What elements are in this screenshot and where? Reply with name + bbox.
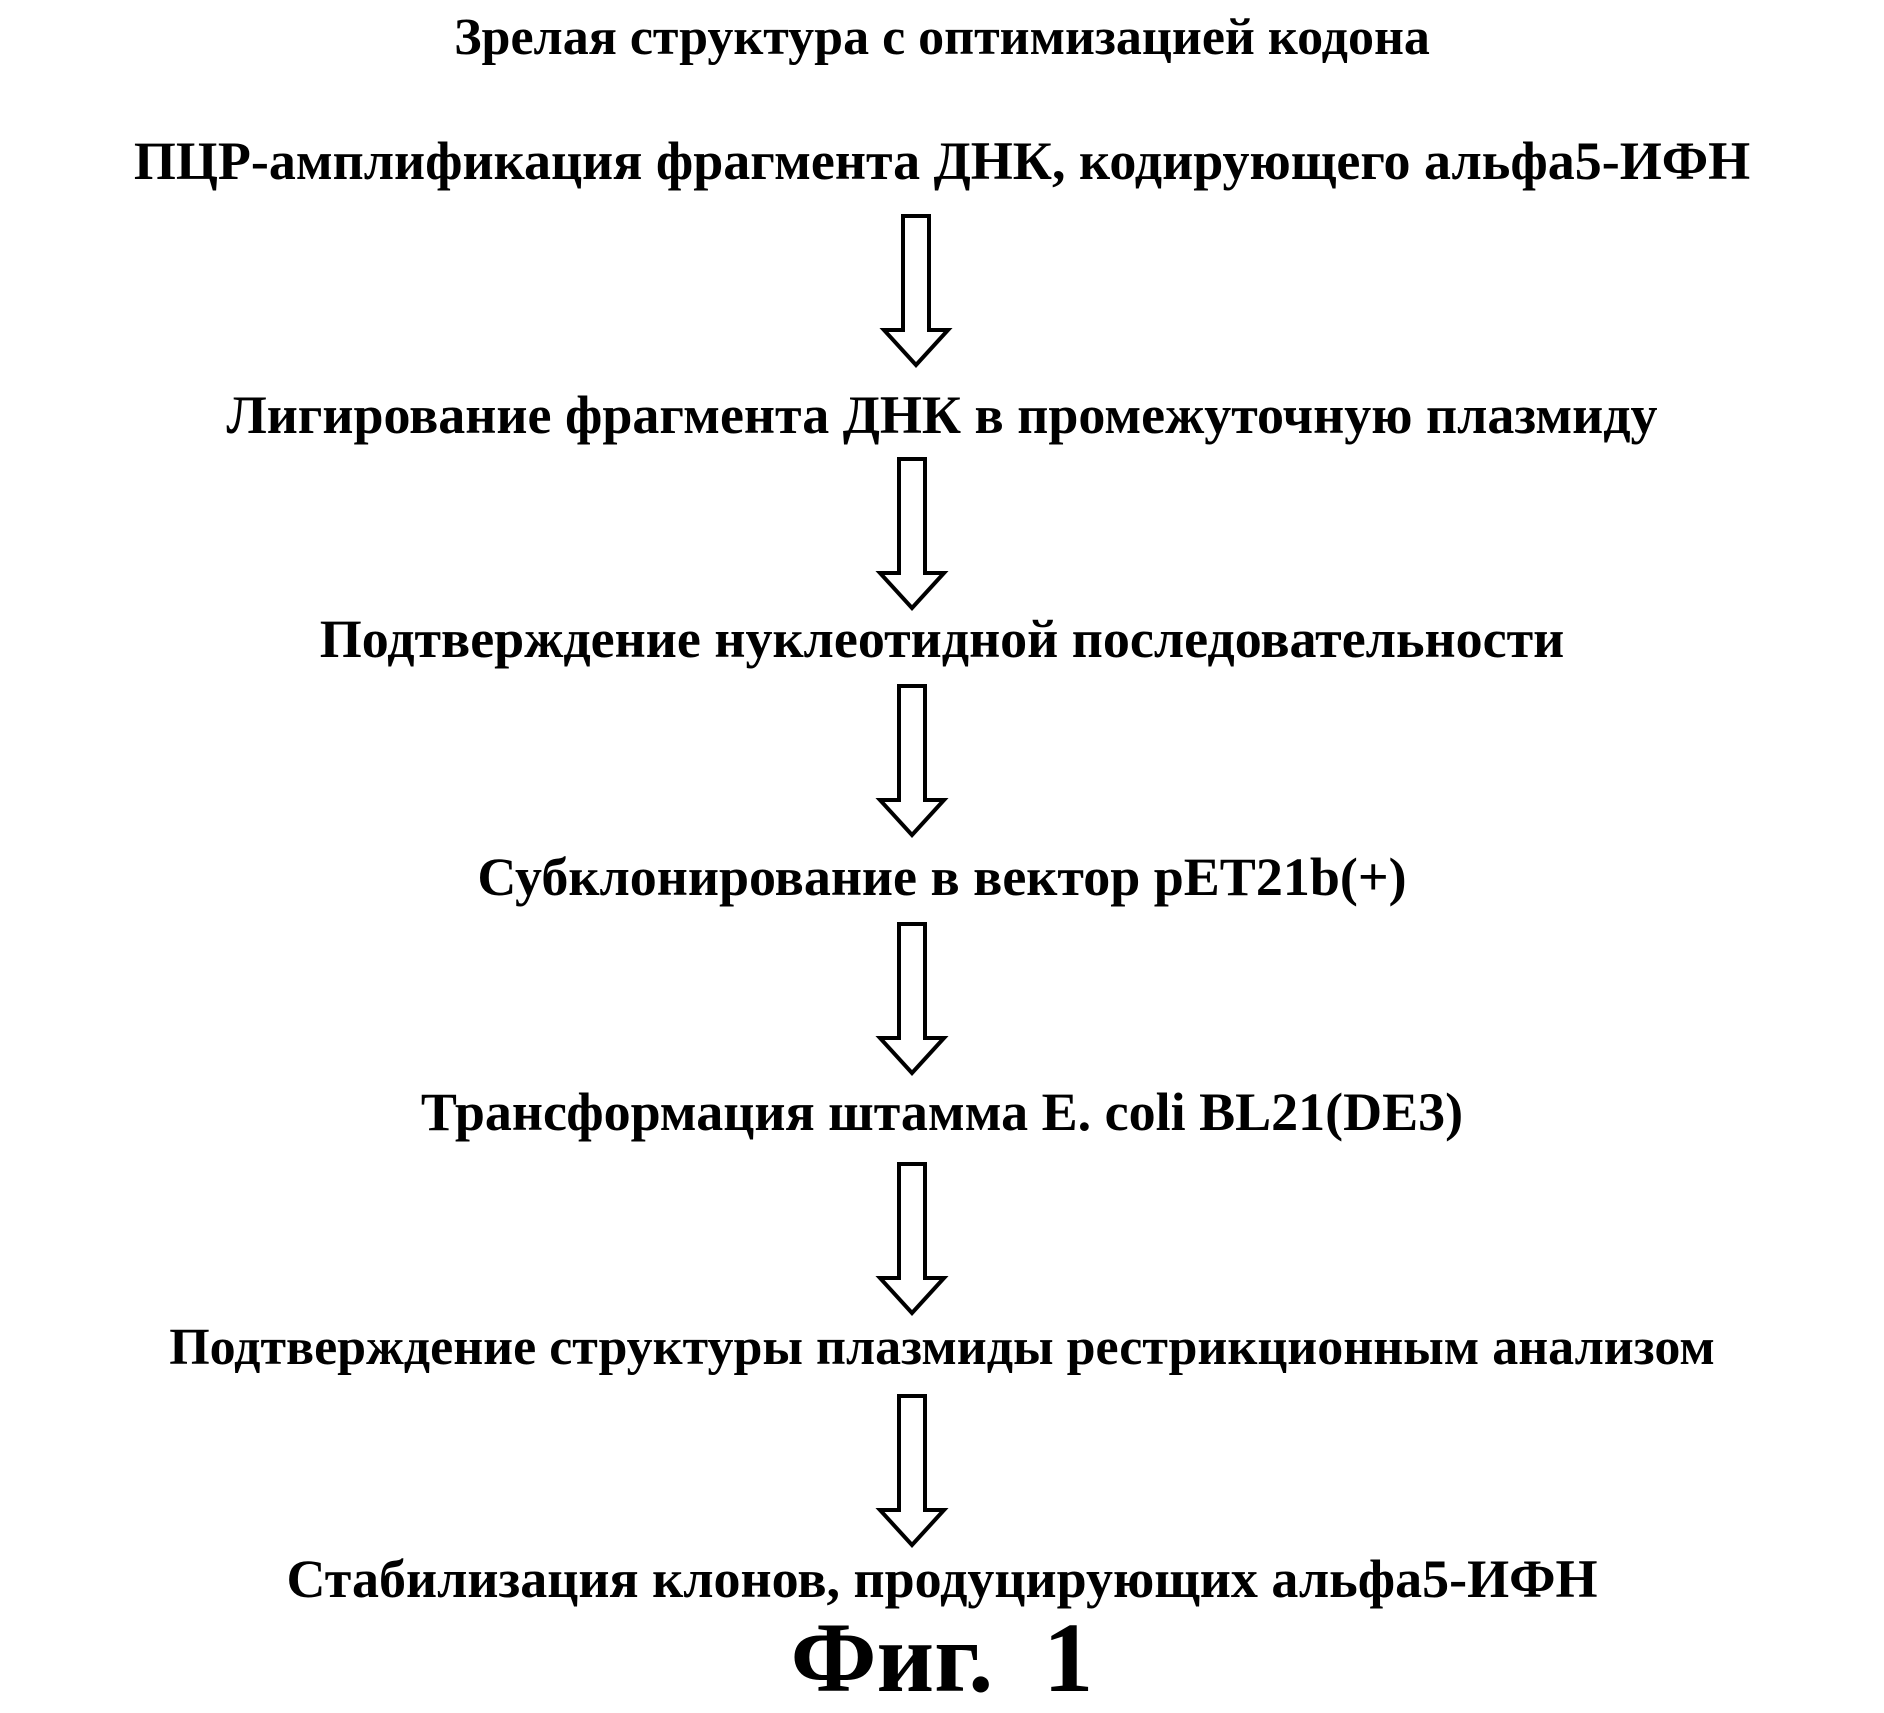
step-5-transformation: Трансформация штамма E. coli BL21(DE3): [420, 1082, 1464, 1142]
step-3-sequence-confirmation: Подтверждение нуклеотидной последовательности: [319, 609, 1565, 669]
figure-label: Фиг. 1: [790, 1602, 1094, 1713]
step-6-restriction-analysis: Подтверждение структуры плазмиды рестрикционным анализом: [169, 1319, 1715, 1376]
down-arrow-icon: [0, 1160, 1884, 1320]
step-7-clone-stabilization: Стабилизация клонов, продуцирующих альфа5-ИФН: [286, 1549, 1598, 1609]
down-arrow-icon: [0, 1392, 1884, 1552]
step-1-pcr-amplification: ПЦР-амплификация фрагмента ДНК, кодирующего альфа5-ИФН: [133, 131, 1751, 191]
flowchart-title: Зрелая структура с оптимизацией кодона: [454, 9, 1430, 66]
step-2-ligation: Лигирование фрагмента ДНК в промежуточную плазмиду: [226, 385, 1658, 445]
down-arrow-icon: [0, 682, 1884, 842]
down-arrow-icon: [0, 455, 1884, 615]
down-arrow-icon: [0, 920, 1884, 1080]
step-4-subcloning: Субклонирование в вектор pET21b(+): [477, 847, 1407, 907]
down-arrow-icon: [0, 212, 1884, 372]
